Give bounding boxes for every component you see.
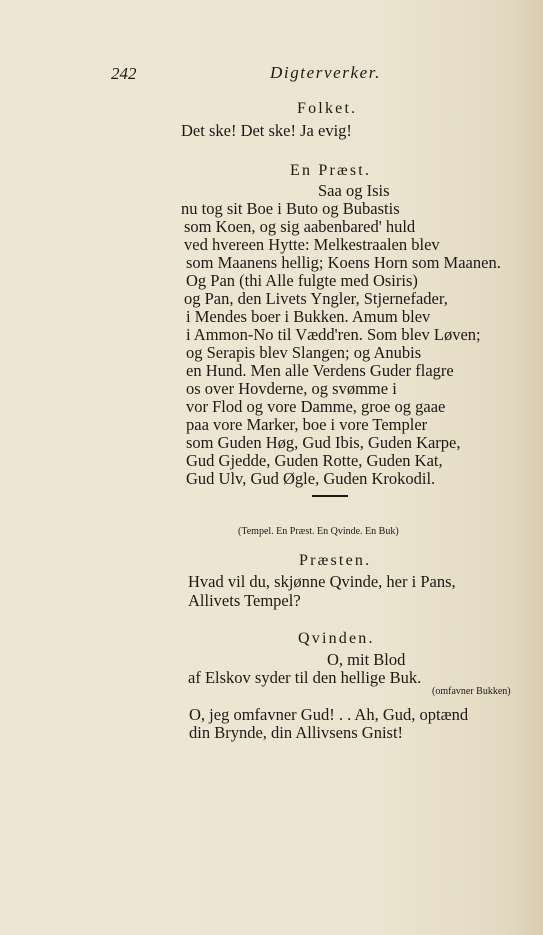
verse-line: nu tog sit Boe i Buto og Bubastis bbox=[181, 199, 400, 218]
section-divider bbox=[312, 495, 348, 497]
verse-line: din Brynde, din Allivsens Gnist! bbox=[189, 723, 404, 742]
stage-direction: (Tempel. En Præst. En Qvinde. En Buk) bbox=[238, 526, 399, 537]
verse-line: ved hvereen Hytte: Melkestraalen blev bbox=[184, 235, 440, 254]
speaker-praesten: Præsten. bbox=[299, 552, 372, 569]
verse-line: af Elskov syder til den hellige Buk. bbox=[188, 668, 422, 687]
verse-line: os over Hovderne, og svømme i bbox=[186, 379, 397, 398]
verse-line: og Pan, den Livets Yngler, Stjernefader, bbox=[184, 289, 448, 308]
verse-line: vor Flod og vore Damme, groe og gaae bbox=[186, 397, 446, 416]
verse-line: som Koen, og sig aabenbared' huld bbox=[184, 217, 416, 236]
verse-line: Gud Ulv, Gud Øgle, Guden Krokodil. bbox=[186, 469, 436, 488]
speaker-folket: Folket. bbox=[297, 100, 358, 117]
verse-line: som Guden Høg, Gud Ibis, Guden Karpe, bbox=[186, 433, 461, 452]
speaker-qvinden: Qvinden. bbox=[298, 630, 375, 647]
verse-line: Saa og Isis bbox=[318, 181, 390, 200]
verse-line: i Mendes boer i Bukken. Amum blev bbox=[186, 307, 431, 326]
verse-line: O, jeg omfavner Gud! . . Ah, Gud, optænd bbox=[189, 705, 469, 724]
page-number: 242 bbox=[111, 64, 137, 83]
verse-line: Gud Gjedde, Guden Rotte, Guden Kat, bbox=[186, 451, 443, 470]
verse-line: paa vore Marker, boe i vore Templer bbox=[186, 415, 428, 434]
verse-line: en Hund. Men alle Verdens Guder flagre bbox=[186, 361, 454, 380]
verse-line: i Ammon-No til Vædd'ren. Som blev Løven; bbox=[186, 325, 481, 344]
verse-line: Allivets Tempel? bbox=[188, 591, 301, 610]
verse-line: Og Pan (thi Alle fulgte med Osiris) bbox=[186, 271, 418, 290]
verse-line: og Serapis blev Slangen; og Anubis bbox=[186, 343, 422, 362]
verse-line: O, mit Blod bbox=[327, 650, 406, 669]
verse-line: som Maanens hellig; Koens Horn som Maanen. bbox=[186, 253, 501, 272]
running-title: Digterverker. bbox=[270, 63, 381, 82]
speaker-en-praest: En Præst. bbox=[290, 162, 372, 179]
verse-line: Det ske! Det ske! Ja evig! bbox=[181, 121, 352, 140]
stage-direction-aside: (omfavner Bukken) bbox=[432, 686, 511, 697]
verse-line: Hvad vil du, skjønne Qvinde, her i Pans, bbox=[188, 572, 456, 591]
